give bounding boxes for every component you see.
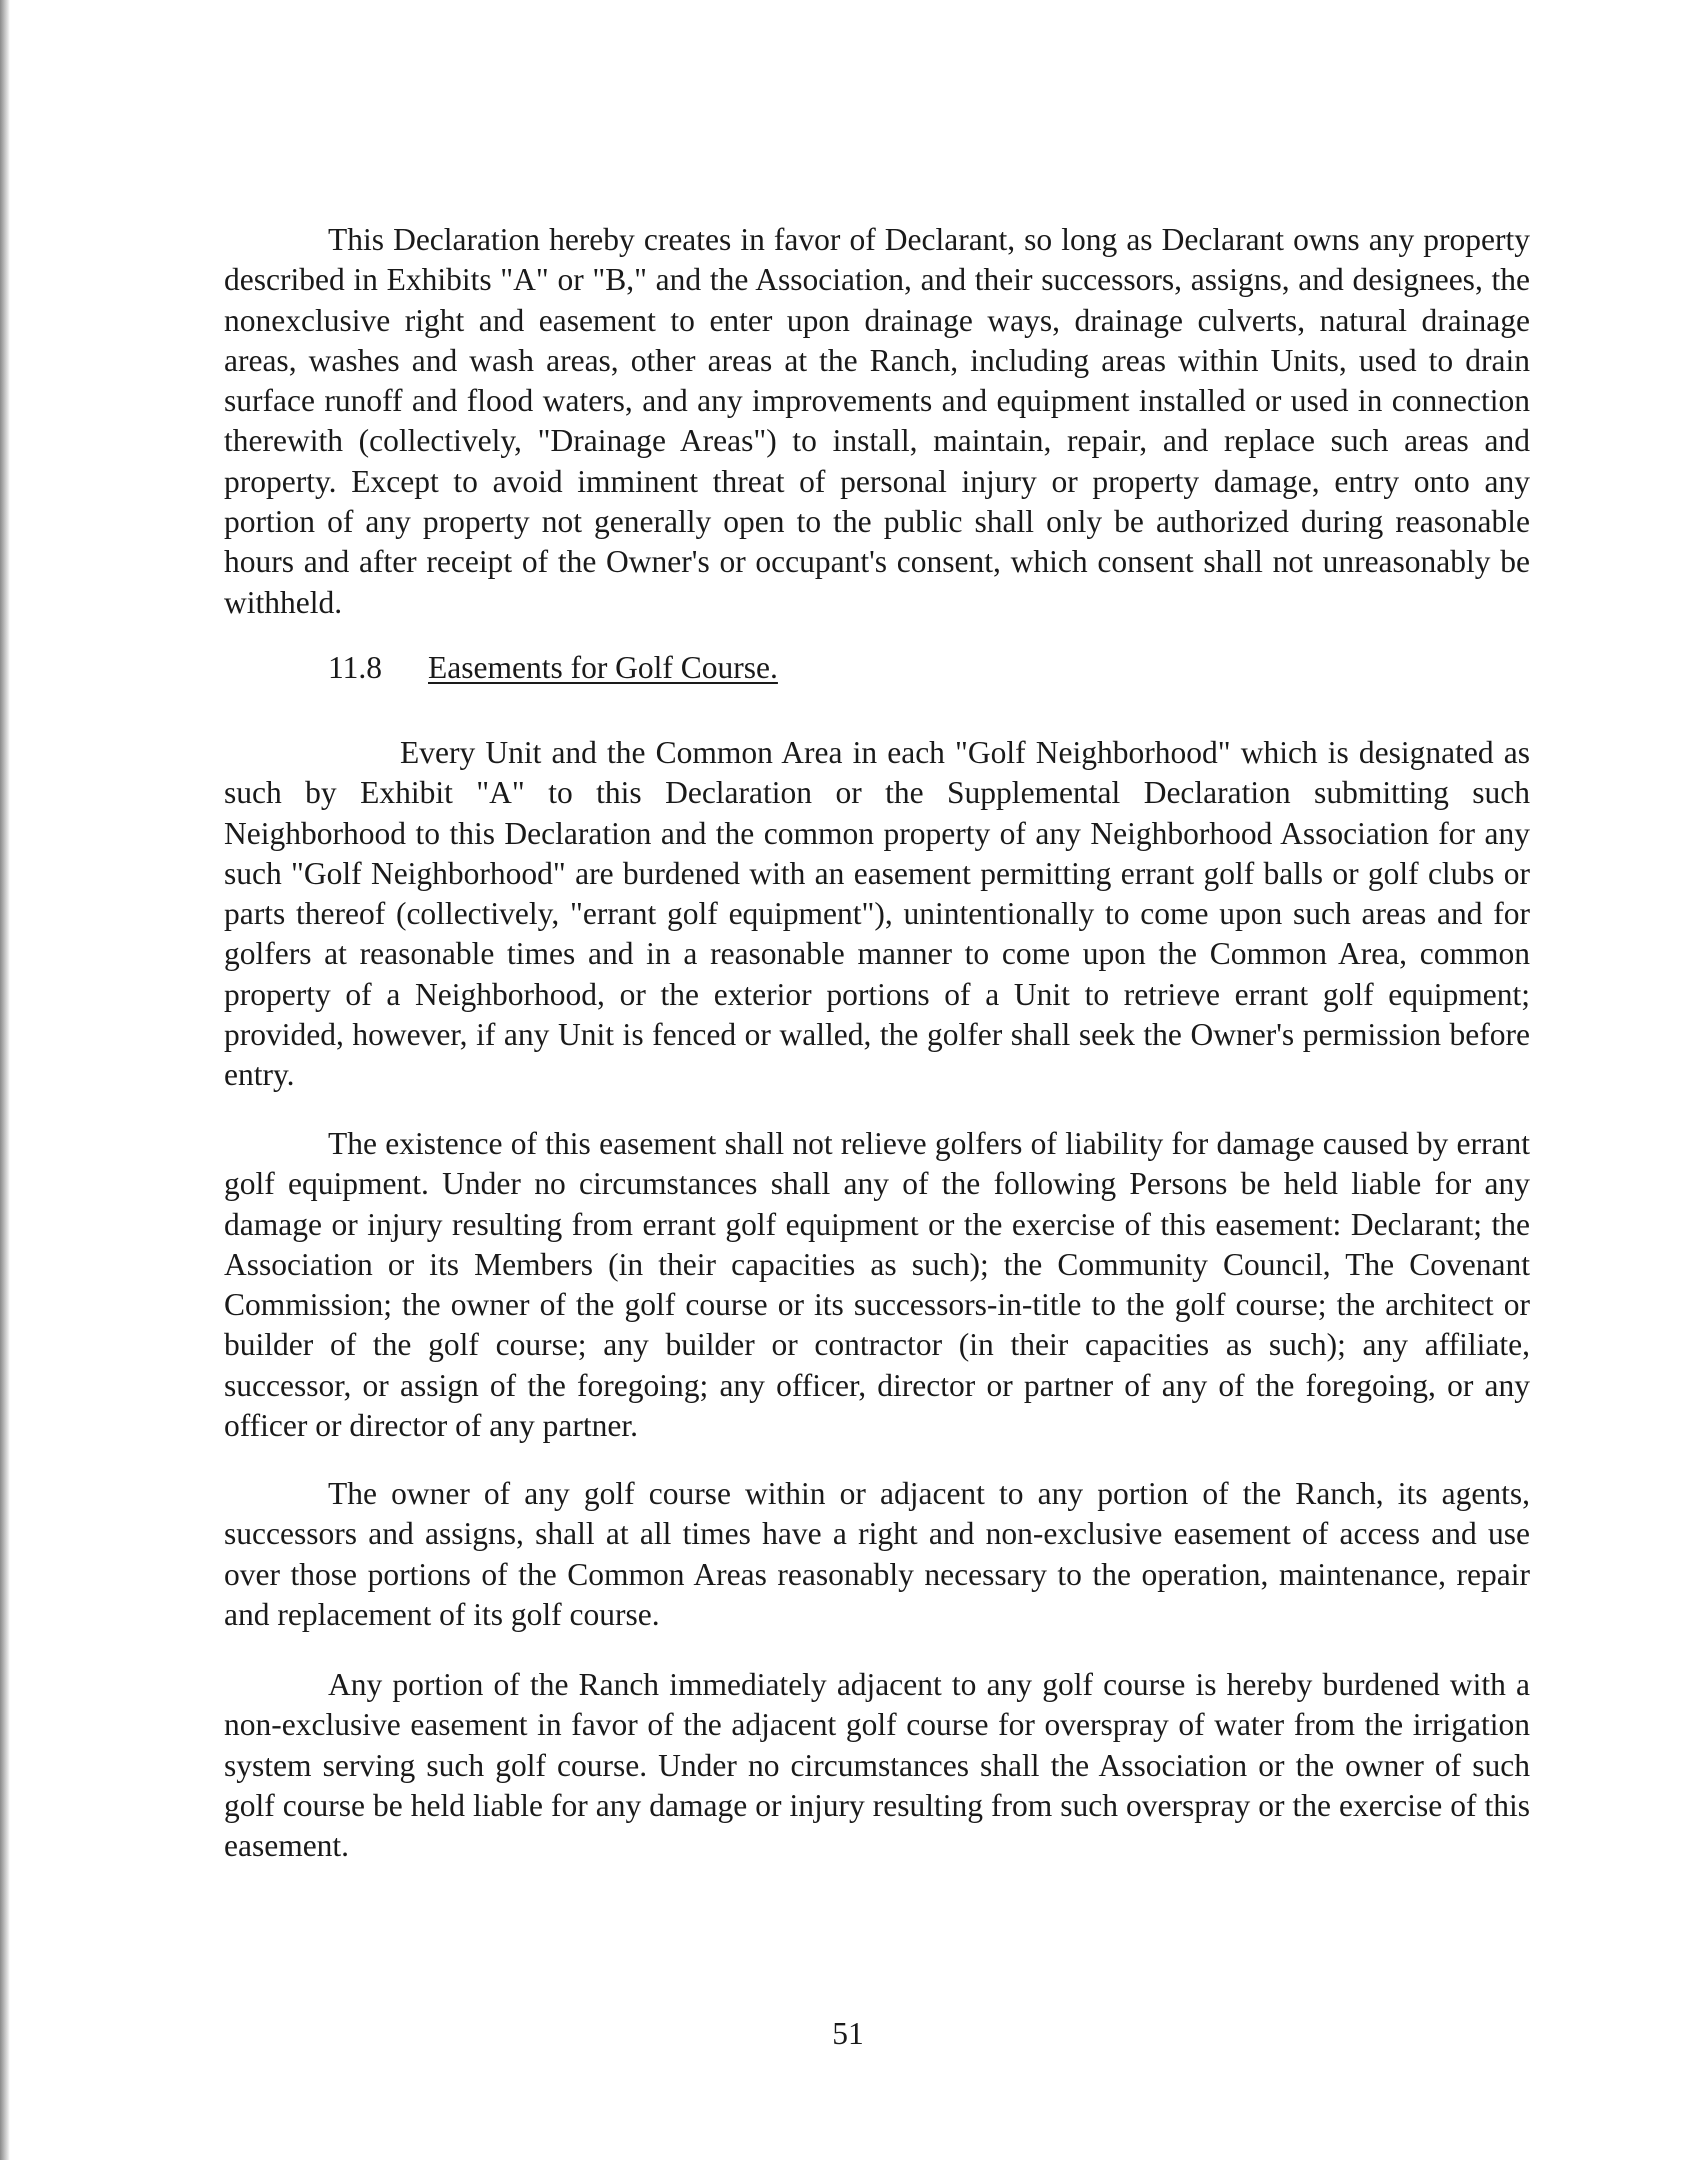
paragraph-drainage-easement: This Declaration hereby creates in favor of Declarant, so long as Declarant owns any property described in Exhibits "A" or "B," and the Association, and their successors, assigns, and designees, the nonexclusive right and easement to enter upon drainage ways, drainage culverts, natural drainage areas, washes and wash areas, other areas at the Ranch, including areas within Units, used to drain surface runoff and flood waters, and any improvements and equipment installed or used in connection therewith (collectively, "Drainage Areas") to install, maintain, repair, and replace such areas and property. Except to avoid imminent threat of personal injury or property damage, entry onto any portion of any property not generally open to the public shall only be authorized during reasonable hours and after receipt of the Owner's or occupant's consent, which consent shall not unreasonably be withheld. (224, 222, 1530, 620)
section-heading (328, 648, 778, 688)
page-number: 51 (832, 2016, 864, 2051)
paragraph-overspray: Any portion of the Ranch immediately adjacent to any golf course is hereby burdened with a non-exclusive easement in favor of the adjacent golf course for overspray of water from the irrigation system serving such golf course. Under no circumstances shall the Association or the owner of such golf course be held liable for any damage or injury resulting from such overspray or the exercise of this easement. (224, 1667, 1530, 1864)
paragraph-golf-neighborhood-easement: Every Unit and the Common Area in each "Golf Neighborhood" which is designated as such by Exhibit "A" to this Declaration or the Supplemental Declaration submitting such Neighborhood to this Declaration and the common property of any Neighborhood Association for any such "Golf Neighborhood" are burdened with an easement permitting errant golf balls or golf clubs or parts thereof (collectively, "errant golf equipment"), unintentionally to come upon such areas and for golfers at reasonable times and in a reasonable manner to come upon the Common Area, common property of a Neighborhood, or the exterior portions of a Unit to retrieve errant golf equipment; provided, however, if any Unit is fenced or walled, the golfer shall seek the Owner's permission before entry. (224, 735, 1530, 1093)
paragraph-golf-course-access: The owner of any golf course within or adjacent to any portion of the Ranch, its agents, successors and assigns, shall at all times have a right and non-exclusive easement of access and use over those portions of the Common Areas reasonably necessary to the operation, maintenance, repair and replacement of its golf course. (224, 1476, 1530, 1632)
scan-edge-shadow (0, 0, 10, 2160)
section-number: 11.8 (328, 650, 382, 685)
paragraph-liability: The existence of this easement shall not relieve golfers of liability for damage caused by errant golf equipment. Under no circumstances shall any of the following Persons be held liable for any damage or injury resulting from errant golf equipment or the exercise of this easement: Declarant; the Association or its Members (in their capacities as such); the Community Council, The Covenant Commission; the owner of the golf course or its successors-in-title to the golf course; the architect or builder of the golf course; any builder or contractor (in their capacities as such); any affiliate, successor, or assign of the foregoing; any officer, director or partner of any of the foregoing, or any officer or director of any partner. (224, 1126, 1530, 1444)
section-title: Easements for Golf Course. (428, 650, 778, 685)
